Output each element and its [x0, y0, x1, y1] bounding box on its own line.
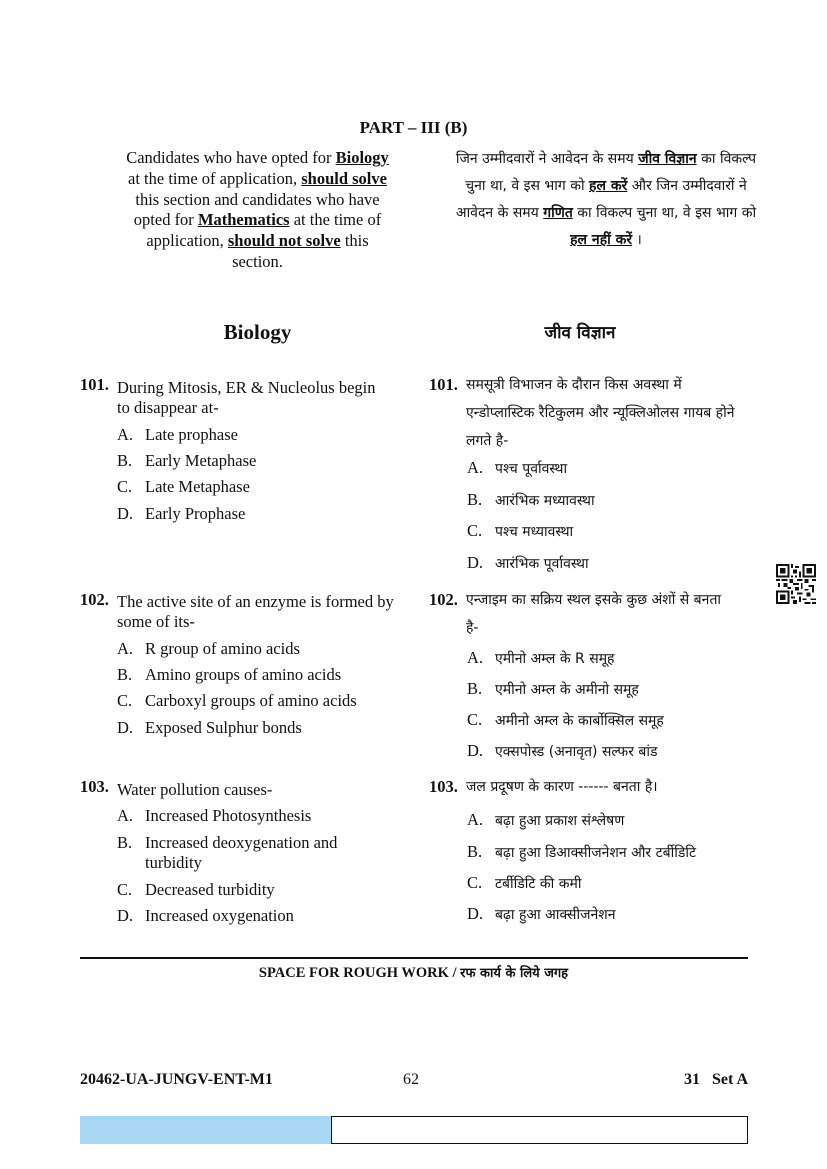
- footer-bar-box: [331, 1116, 748, 1144]
- option: C. टर्बीडिटि की कमी: [467, 873, 582, 892]
- option: C. Carboxyl groups of amino acids: [117, 691, 357, 710]
- question-number: 102.: [80, 590, 109, 609]
- question-text: The active site of an enzyme is formed by some of its-: [117, 592, 394, 631]
- option: A. R group of amino acids: [117, 639, 300, 658]
- option: B. बढ़ा हुआ डिआक्सीजनेशन और टर्बीडिटि: [467, 842, 697, 861]
- instructions-english: Candidates who have opted for Biology at the time of application, should solve this section and candidates who have opted for Mathematics at the time of application, should not solve this section.: [126, 148, 389, 271]
- question-number: 101.: [429, 375, 458, 394]
- question-number: 103.: [80, 777, 109, 796]
- page-number: 62: [403, 1071, 419, 1088]
- option: A. Increased Photosynthesis: [117, 806, 312, 825]
- option: A. एमीनो अम्ल के R समूह: [467, 648, 615, 667]
- instructions-hindi: जिन उम्मीदवारों ने आवेदन के समय जीव विज्ञान का विकल्प चुना था, वे इस भाग को हल करें और जिन उम्मीदवारों ने आवेदन के समय गणित का विकल्प चुना था, वे इस भाग को हल नहीं करें ।: [455, 151, 757, 248]
- option: C. Decreased turbidity: [117, 880, 275, 899]
- option: C. Late Metaphase: [117, 477, 250, 496]
- option: A. Late prophase: [117, 425, 238, 444]
- option: B. Early Metaphase: [117, 451, 257, 470]
- question-text: During Mitosis, ER & Nucleolus begin to disappear at-: [117, 378, 376, 417]
- option: D. Increased oxygenation: [117, 906, 294, 925]
- option: A. बढ़ा हुआ प्रकाश संश्लेषण: [467, 810, 625, 829]
- footer-bar-fill: [80, 1116, 332, 1144]
- question-text: एन्जाइम का सक्रिय स्थल इसके कुछ अंशों से बनता है-: [466, 592, 722, 636]
- option: B. Amino groups of amino acids: [117, 665, 342, 684]
- option: C. अमीनो अम्ल के कार्बोक्सिल समूह: [467, 710, 664, 729]
- option: D. एक्सपोस्ड (अनावृत) सल्फर बांड: [467, 741, 658, 760]
- divider: [80, 957, 748, 959]
- question-text: समसूत्री विभाजन के दौरान किस अवस्था में एन्डोप्लास्टिक रैटिकुलम और न्यूक्लिओलस गायब होने लगते है-: [466, 377, 735, 449]
- option: D. Exposed Sulphur bonds: [117, 718, 302, 737]
- option: B. Increased deoxygenation and turbidity: [117, 833, 338, 872]
- option: D. बढ़ा हुआ आक्सीजनेशन: [467, 904, 616, 923]
- paper-code: 20462-UA-JUNGV-ENT-M1: [80, 1071, 273, 1088]
- part-title: PART – III (B): [359, 118, 468, 137]
- option: D. Early Prophase: [117, 504, 246, 523]
- section-title-english: Biology: [223, 320, 292, 344]
- question-number: 102.: [429, 590, 458, 609]
- set-label: 31 Set A: [684, 1071, 748, 1088]
- option: C. पश्च मध्यावस्था: [467, 521, 574, 540]
- qr-code-icon: [776, 564, 816, 604]
- option: B. एमीनो अम्ल के अमीनो समूह: [467, 679, 639, 698]
- section-title-hindi: जीव विज्ञान: [544, 323, 616, 343]
- rough-work-label: SPACE FOR ROUGH WORK / रफ कार्य के लिये जगह: [258, 965, 569, 981]
- question-text: Water pollution causes-: [117, 780, 273, 799]
- option: B. आरंभिक मध्यावस्था: [467, 490, 595, 509]
- question-text: जल प्रदूषण के कारण ------ बनता है।: [466, 779, 658, 795]
- question-number: 101.: [80, 375, 109, 394]
- option: D. आरंभिक पूर्वावस्था: [467, 553, 589, 572]
- question-number: 103.: [429, 777, 458, 796]
- option: A. पश्च पूर्वावस्था: [467, 458, 568, 477]
